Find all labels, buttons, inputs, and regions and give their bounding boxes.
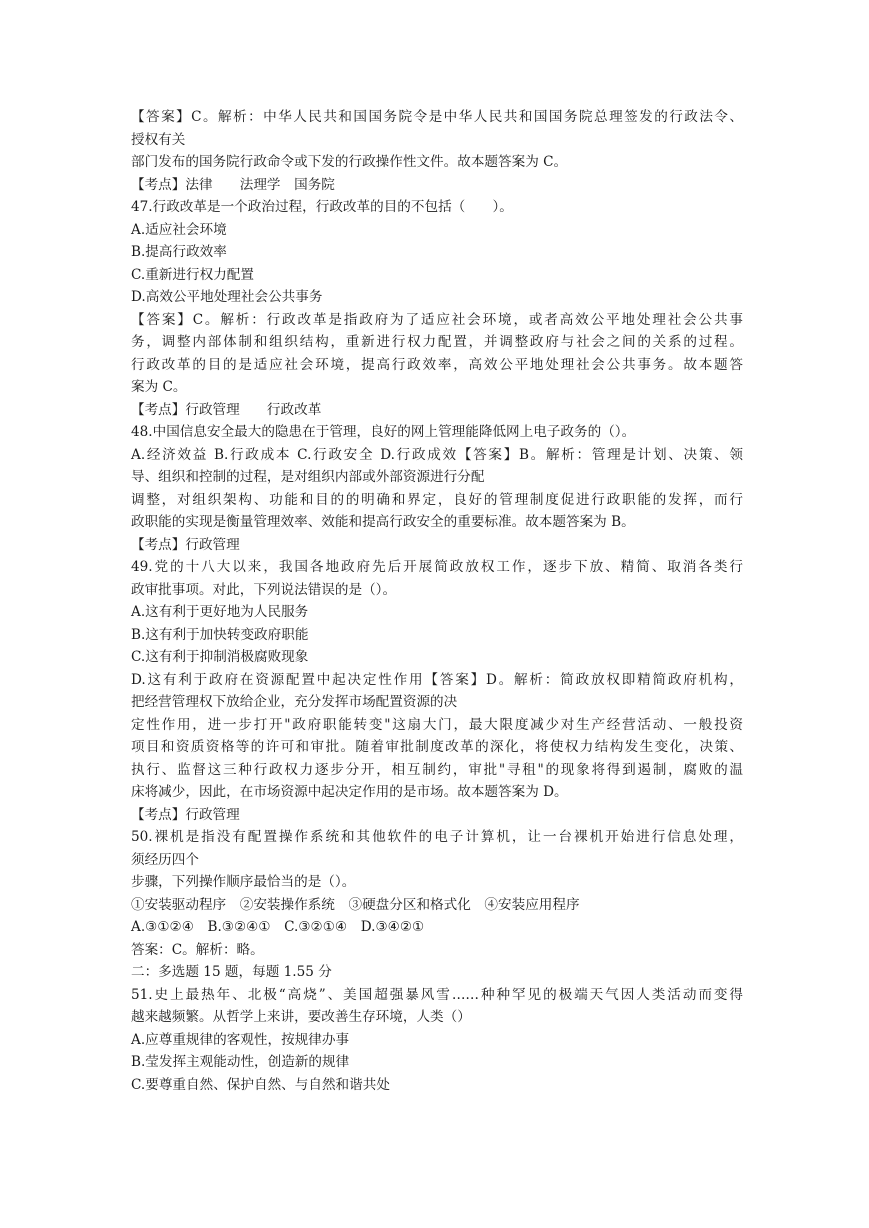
- question-51-option-a: A.应尊重规律的客观性，按规律办事: [131, 1031, 350, 1048]
- section-heading: 二：多选题 15 题，每题 1.55 分: [131, 964, 332, 980]
- text-line: 调整，对组织架构、功能和目的的明确和界定，良好的管理制度促进行政职能的发挥，而行: [131, 491, 743, 508]
- question-51-option-c: C.要尊重自然、保护自然、与自然和谐共处: [131, 1076, 390, 1093]
- question-50-steps: ①安装驱动程序 ②安装操作系统 ③硬盘分区和格式化 ④安装应用程序: [131, 896, 580, 913]
- document-page: [131, 106, 743, 1096]
- question-49-stem: 49.党的十八大以来，我国各地政府先后开展简政放权工作，逐步下放、精简、取消各类行: [131, 559, 743, 575]
- question-50-stem: 50.裸机是指没有配置操作系统和其他软件的电子计算机，让一台裸机开始进行信息处理，: [131, 829, 743, 845]
- text-line: 政审批事项。对此，下列说法错误的是（）。: [131, 581, 397, 598]
- text-line: 执行、监督这三种行政权力逐步分开，相互制约，审批"寻租"的现象将得到遏制，腐败的温: [131, 761, 743, 778]
- question-49-option-b: B.这有利于加快转变政府职能: [131, 626, 309, 643]
- text-line: 【考点】行政管理: [131, 806, 240, 823]
- question-51-stem: 51.史上最热年、北极“高烧”、美国超强暴风雪……种种罕见的极端天气因人类活动而变得: [131, 986, 743, 1003]
- question-47-option-b: B.提高行政效率: [131, 244, 227, 260]
- question-47-option-a: A.适应社会环境: [131, 221, 227, 238]
- text-line: 【答案】C。解析：中华人民共和国国务院令是中华人民共和国国务院总理签发的行政法令、: [131, 109, 743, 125]
- text-line: 越来越频繁。从哲学上来讲，要改善生存环境，人类（）: [131, 1009, 471, 1025]
- text-line: 答案：C。解析：略。: [131, 941, 264, 958]
- text-line: 项目和资质资格等的许可和审批。随着审批制度改革的深化，将使权力结构发生变化，决策、: [131, 739, 743, 755]
- text-line: 【考点】法律 法理学 国务院: [131, 176, 335, 193]
- text-line: 【考点】行政管理 行政改革: [131, 401, 322, 418]
- question-47-option-d: D.高效公平地处理社会公共事务: [131, 289, 323, 305]
- text-line: 部门发布的国务院行政命令或下发的行政操作性文件。故本题答案为 C。: [131, 154, 568, 170]
- text-line: 【答案】C。解析：行政改革是指政府为了适应社会环境，或者高效公平地处理社会公共事: [131, 311, 743, 328]
- text-line: 【考点】行政管理: [131, 536, 240, 553]
- text-line: 政职能的实现是衡量管理效率、效能和提高行政安全的重要标准。故本题答案为 B。: [131, 514, 635, 530]
- text-line: 行政改革的目的是适应社会环境，提高行政效率，高效公平地处理社会公共事务。故本题答: [131, 356, 743, 373]
- question-50-options: A.③①②④ B.③②④① C.③②①④ D.③④②①: [131, 919, 425, 935]
- question-49-option-d: D.这有利于政府在资源配置中起决定性作用【答案】D。解析：简政放权即精简政府机构，: [131, 671, 743, 688]
- question-47-option-c: C.重新进行权力配置: [131, 266, 254, 283]
- question-47-stem: 47.行政改革是一个政治过程，行政改革的目的不包括（ ）。: [131, 199, 513, 215]
- text-line: 导、组织和控制的过程，是对组织内部或外部资源进行分配: [131, 469, 485, 485]
- text-line: 把经营管理权下放给企业，充分发挥市场配置资源的决: [131, 694, 458, 710]
- question-49-option-a: A.这有利于更好地为人民服务: [131, 604, 309, 620]
- text-line: 床将减少，因此，在市场资源中起决定作用的是市场。故本题答案为 D。: [131, 784, 568, 800]
- text-line: 须经历四个: [131, 851, 199, 868]
- text-line: 定性作用，进一步打开"政府职能转变"这扇大门，最大限度减少对生产经营活动、一般投资: [131, 716, 743, 733]
- text-line: 务，调整内部体制和组织结构，重新进行权力配置，并调整政府与社会之间的关系的过程。: [131, 334, 743, 350]
- text-line: 授权有关: [131, 131, 186, 148]
- text-line: 步骤，下列操作顺序最恰当的是（）。: [131, 874, 356, 890]
- question-48-stem: 48.中国信息安全最大的隐患在于管理，良好的网上管理能降低网上电子政务的（）。: [131, 424, 636, 440]
- text-line: A.经济效益 B.行政成本 C.行政安全 D.行政成效【答案】B。解析：管理是计划、决策、领: [131, 446, 743, 463]
- question-49-option-c: C.这有利于抑制消极腐败现象: [131, 649, 309, 665]
- question-51-option-b: B.莹发挥主观能动性，创造新的规律: [131, 1054, 350, 1070]
- text-line: 案为 C。: [131, 379, 187, 395]
